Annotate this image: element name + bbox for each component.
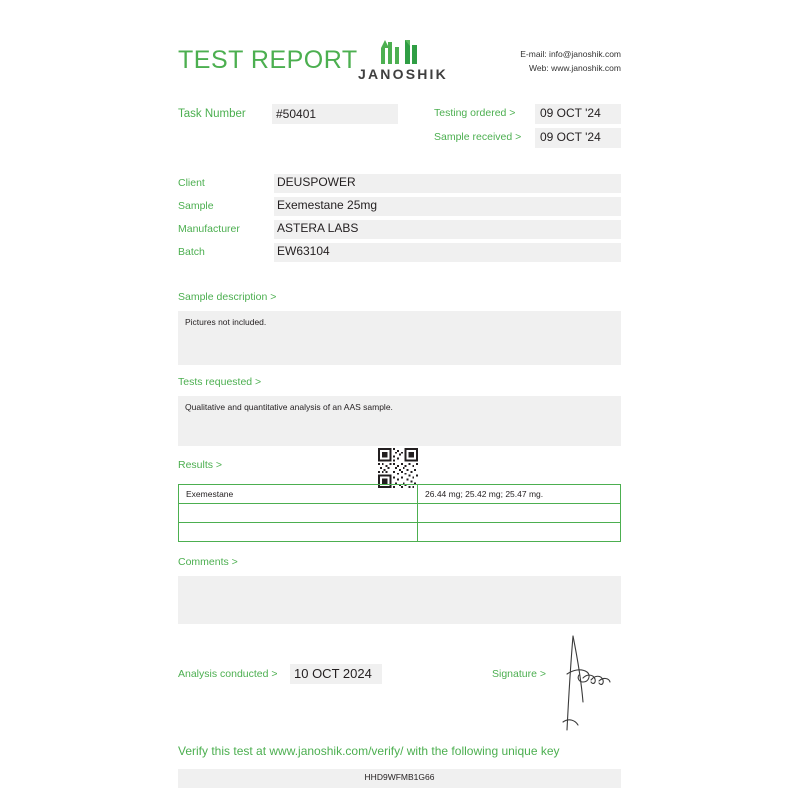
sample-label: Sample [178,200,214,212]
task-section [178,104,621,148]
analysis-conducted-value: 10 OCT 2024 [294,666,372,681]
client-value: DEUSPOWER [277,175,356,189]
result-name: Exemestane [179,485,418,504]
table-row [179,523,621,542]
unique-key-value: HHD9WFMB1G66 [364,772,435,782]
batch-value: EW63104 [277,244,330,258]
testing-ordered-label: Testing ordered > [434,107,516,119]
result-value [418,523,621,542]
mountain-bars-logo-icon [358,38,448,64]
contact-email: E-mail: info@janoshik.com [520,49,621,59]
sample-description-title: Sample description > [178,291,277,303]
result-name [179,523,418,542]
info-row [178,220,621,243]
task-number-label: Task Number [178,108,246,120]
table-row [179,485,621,504]
handwritten-signature-icon [553,630,623,740]
client-label: Client [178,177,205,189]
sample-value: Exemestane 25mg [277,198,378,212]
contact-web: Web: www.janoshik.com [529,63,621,73]
info-row [178,197,621,220]
sample-received-value: 09 OCT '24 [540,130,601,144]
analysis-conducted-label: Analysis conducted > [178,668,278,680]
report-header [178,38,621,94]
testing-ordered-value: 09 OCT '24 [540,106,601,120]
info-row [178,243,621,266]
tests-requested-title: Tests requested > [178,376,262,388]
sample-received-label: Sample received > [434,131,522,143]
comments-title: Comments > [178,556,238,568]
qr-code-icon [378,448,418,488]
verify-text: Verify this test at www.janoshik.com/verify/ with the following unique key [178,744,560,758]
manufacturer-label: Manufacturer [178,223,240,235]
manufacturer-value: ASTERA LABS [277,221,359,235]
table-row [179,504,621,523]
signature-label: Signature > [492,668,546,680]
batch-label: Batch [178,246,205,258]
results-title: Results > [178,459,223,471]
brand-logo [358,38,448,82]
contact-info [520,47,621,75]
page-title: TEST REPORT [178,46,358,74]
tests-requested-text: Qualitative and quantitative analysis of an AAS sample. [185,402,393,412]
info-row [178,174,621,197]
sample-info-table [178,174,621,266]
brand-name: JANOSHIK [358,66,448,82]
result-value: 26.44 mg; 25.42 mg; 25.47 mg. [418,485,621,504]
report-sheet [178,0,621,800]
result-name [179,504,418,523]
result-value [418,504,621,523]
comments-box [178,576,621,624]
results-table [178,484,621,542]
task-number-value: #50401 [276,107,317,121]
sample-description-text: Pictures not included. [185,317,267,327]
